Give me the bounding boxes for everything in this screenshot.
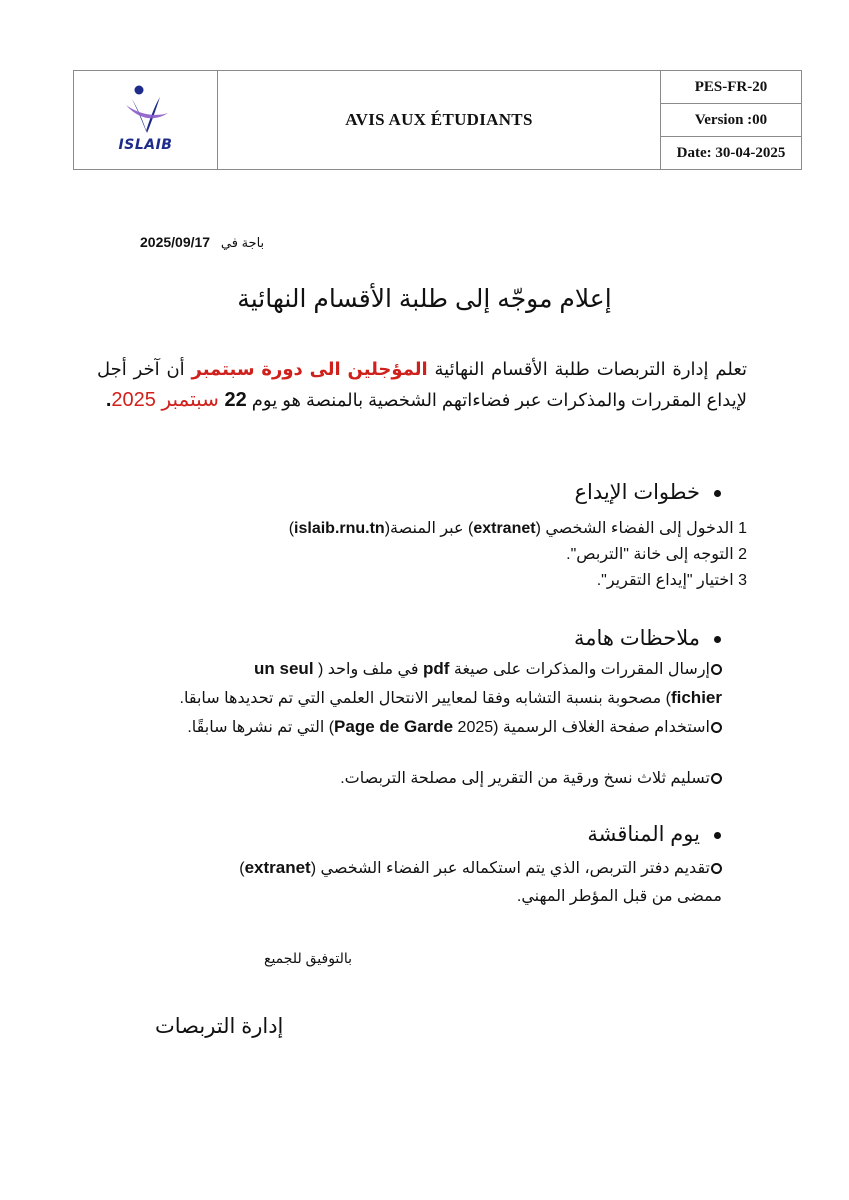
note-text: استخدام صفحة الغلاف الرسمية (	[493, 719, 710, 736]
page-title: إعلام موجّه إلى طلبة الأقسام النهائية	[237, 285, 612, 313]
note-2	[182, 712, 722, 742]
step-text: التوجه إلى خانة "التربص".	[566, 546, 739, 563]
note-text: إرسال المقررات والمذكرات على صيغة	[449, 661, 710, 678]
note-1	[182, 654, 722, 684]
circle-bullet-icon	[711, 773, 722, 784]
logo-cell	[74, 71, 218, 170]
step-text: اختيار "إيداع التقرير".	[596, 572, 739, 589]
bullet-icon	[714, 636, 721, 643]
note-text: في ملف واحد (	[313, 661, 423, 678]
note-bold: fichier	[670, 688, 722, 707]
intro-paragraph	[97, 354, 747, 416]
note-bold: un seul	[254, 659, 314, 678]
document-version: Version :00	[661, 104, 802, 137]
step-3	[597, 570, 747, 590]
section-title-steps	[574, 480, 721, 505]
intro-highlight: المؤجلين الى دورة سبتمبر	[191, 359, 428, 379]
defense-bold: extranet	[244, 858, 311, 877]
step-bold: islaib.rnu.tn	[294, 520, 385, 537]
islaib-logo	[100, 81, 192, 155]
note-1-cont	[162, 683, 722, 713]
document-date: Date: 30-04-2025	[661, 137, 802, 170]
note-text: 2025) التي تم نشرها سابقًا.	[187, 719, 494, 736]
note-bold: pdf	[422, 659, 450, 678]
intro-text-1: تعلم إدارة التربصات طلبة الأقسام النهائية	[427, 359, 748, 379]
step-1	[289, 518, 747, 538]
defense-item-cont: ممضى من قبل المؤطر المهني.	[516, 888, 722, 905]
place-date	[140, 234, 264, 251]
section-title-defense	[587, 822, 721, 847]
signature: إدارة التربصات	[155, 1015, 284, 1038]
step-number: 2	[738, 546, 747, 563]
document-code: PES-FR-20	[661, 71, 802, 104]
deadline-day: 22	[224, 389, 247, 411]
step-text: )	[288, 520, 295, 537]
defense-text: تقديم دفتر التربص، الذي يتم استكماله عبر الفضاء الشخصي (	[310, 860, 710, 877]
steps-title: خطوات الإيداع	[574, 481, 700, 504]
bullet-icon	[714, 832, 721, 839]
step-number: 3	[738, 572, 747, 589]
step-2	[566, 544, 747, 564]
step-bold: extranet	[473, 520, 536, 537]
defense-item	[182, 853, 722, 883]
document-header	[73, 70, 802, 170]
step-text: الدخول إلى الفضاء الشخصي (	[535, 520, 739, 537]
closing-text: بالتوفيق للجميع	[264, 950, 353, 966]
note-text: تسليم ثلاث نسخ ورقية من التقرير إلى مصلحة التربصات.	[340, 770, 710, 787]
notes-title: ملاحظات هامة	[574, 627, 700, 650]
note-bold: Page de Garde	[334, 717, 454, 736]
place-label: باجة في	[220, 235, 265, 250]
note-text: ) مصحوبة بنسبة التشابه وفقا لمعايير الانتحال العلمي التي تم تحديدها سابقا.	[179, 690, 671, 707]
defense-text: )	[239, 860, 245, 877]
intro-end: .	[105, 389, 112, 411]
step-text: ) عبر المنصة(	[384, 520, 474, 537]
deadline-month: سبتمبر 2025	[111, 389, 225, 411]
circle-bullet-icon	[711, 722, 722, 733]
logo-text: ISLAIB	[118, 136, 173, 153]
bullet-icon	[714, 490, 721, 497]
defense-title: يوم المناقشة	[587, 823, 700, 846]
note-3	[182, 764, 722, 793]
header-title: AVIS AUX ÉTUDIANTS	[218, 71, 661, 170]
circle-bullet-icon	[711, 664, 722, 675]
intro-text-2: أن آخر أجل لإيداع المقررات والمذكرات عبر فضاءاتهم الشخصية بالمنصة هو يوم	[97, 359, 747, 410]
circle-bullet-icon	[711, 863, 722, 874]
section-title-notes	[574, 626, 721, 651]
issue-date: 2025/09/17	[140, 234, 211, 250]
step-number: 1	[738, 520, 747, 537]
